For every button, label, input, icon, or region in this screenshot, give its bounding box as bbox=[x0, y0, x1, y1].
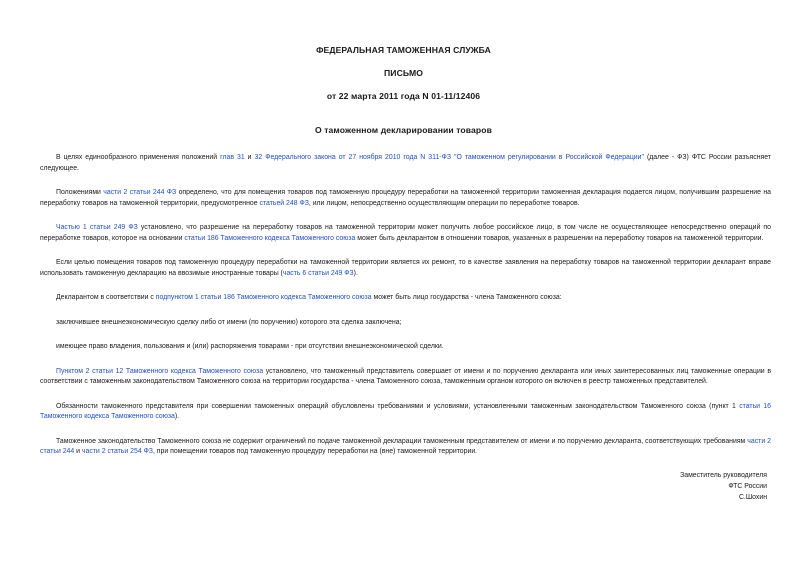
paragraph-text: , или лицом, непосредственно осуществляющим операции по переработке товаров. bbox=[308, 199, 580, 207]
link-part-2-article-244[interactable]: части 2 статьи 244 ФЗ bbox=[103, 189, 177, 196]
signer-position: Заместитель руководителя bbox=[680, 472, 767, 479]
paragraph-text: Обязанности таможенного представителя при совершении таможенных операций обусловлены требованиями и условиями, установленными таможенным законодательством Таможенного союза (пункт 1 bbox=[56, 402, 740, 410]
link-federal-law-311[interactable]: 32 Федерального закона от 27 ноября 2010 года N 311-ФЗ "О таможенном регулировании в Российской Федерации" bbox=[254, 154, 644, 161]
link-article-16-customs-code[interactable]: статьи 16 Таможенного кодекса Таможенного союза bbox=[40, 402, 771, 420]
paragraph-7 bbox=[40, 342, 771, 353]
paragraph-text: В целях единообразного применения положений bbox=[56, 154, 221, 161]
document-subject: О таможенном декларировании товаров bbox=[314, 125, 493, 135]
paragraph-10 bbox=[40, 437, 771, 458]
link-article-186-customs-code[interactable]: статьи 186 Таможенного кодекса Таможенного союза bbox=[184, 234, 356, 242]
signer-organization: ФТС России bbox=[728, 483, 767, 490]
link-part-2-article-244[interactable]: части 2 статьи 244 bbox=[40, 437, 771, 455]
paragraph-text: Декларантом в соответствии с bbox=[56, 294, 156, 301]
link-article-248[interactable]: статьей 248 ФЗ bbox=[259, 199, 309, 207]
paragraph-text: ). bbox=[353, 269, 358, 277]
paragraph-4 bbox=[40, 258, 771, 279]
paragraph-text: может быть декларантом в отношении товаров, указанных в разрешении на переработку товаров на таможенной территории. bbox=[355, 234, 764, 242]
signer-name: С.Шохин bbox=[738, 494, 767, 501]
paragraph-3 bbox=[40, 223, 771, 244]
link-part-6-article-249[interactable]: часть 6 статьи 249 ФЗ bbox=[282, 269, 354, 277]
paragraph-text: установлено, что таможенный представитель совершает от имени и по поручению декларанта или иных заинтересованных лиц таможенные операции в соответствии с таможенным законодательством Таможенного союза на территории государства - члена Таможенного союза, таможенным органом которого он включен в реестр таможенных представителей. bbox=[40, 367, 771, 385]
paragraph-8 bbox=[40, 367, 771, 388]
link-subclause-1-article-186[interactable]: подпунктом 1 статьи 186 Таможенного кодекса Таможенного союза bbox=[155, 294, 372, 301]
link-chapter-31[interactable]: глав 31 bbox=[220, 154, 245, 161]
paragraph-text: и bbox=[244, 154, 255, 161]
paragraph-text: (далее - ФЗ) ФТС России разъясняет следующее. bbox=[40, 154, 771, 172]
document-date-number: от 22 марта 2011 года N 01-11/12406 bbox=[326, 91, 481, 101]
paragraph-9 bbox=[40, 402, 771, 423]
paragraph-2 bbox=[40, 188, 771, 209]
paragraph-text: Положениями bbox=[56, 189, 104, 196]
link-part-2-article-254[interactable]: части 2 статьи 254 ФЗ bbox=[81, 448, 153, 455]
paragraph-text: и bbox=[74, 448, 82, 455]
paragraph-text: имеющее право владения, пользования и (или) распоряжения товарами - при отсутствии внешнеэкономической сделки. bbox=[56, 343, 444, 350]
paragraph-text: определено, что для помещения товаров под таможенную процедуру переработки на таможенной территории таможенная декларация подается лицом, получившим разрешение на переработку товаров на таможенной территории, предусмотренное bbox=[40, 189, 771, 207]
paragraph-1 bbox=[40, 153, 771, 174]
paragraph-text: ). bbox=[174, 413, 180, 420]
document-type: ПИСЬМО bbox=[384, 68, 423, 78]
paragraph-5 bbox=[40, 293, 771, 304]
paragraph-text: может быть лицо государства - члена Таможенного союза: bbox=[371, 294, 562, 301]
link-clause-2-article-12[interactable]: Пунктом 2 статьи 12 Таможенного кодекса Таможенного союза bbox=[56, 367, 264, 375]
agency-title: ФЕДЕРАЛЬНАЯ ТАМОЖЕННАЯ СЛУЖБА bbox=[316, 45, 491, 55]
paragraph-6 bbox=[40, 318, 771, 329]
signature-block bbox=[680, 470, 767, 503]
paragraph-text: , при помещении товаров под таможенную процедуру переработки на (вне) таможенной территории. bbox=[152, 448, 478, 455]
document-body bbox=[40, 153, 771, 472]
link-part-1-article-249[interactable]: Частью 1 статьи 249 ФЗ bbox=[56, 224, 138, 231]
paragraph-text: заключившее внешнеэкономическую сделку либо от имени (по поручению) которого эта сделка заключена; bbox=[56, 318, 402, 326]
paragraph-text: Если целью помещения товаров под таможенную процедуру переработки на таможенной территории является их ремонт, то в качестве заявления на переработку товаров на таможенной территории декларант вправе использовать таможенную декларацию на ввозимые иностранные товары ( bbox=[40, 259, 771, 277]
paragraph-text: Таможенное законодательство Таможенного союза не содержит ограничений по подаче таможенной декларации таможенным представителем от имени и по поручению декларанта, соответствующих требованиям bbox=[56, 437, 748, 445]
paragraph-text: установлено, что разрешение на переработку товаров на таможенной территории может получить любое российское лицо, в том числе не осуществляющее непосредственно операций по переработке товаров, которое на основании bbox=[40, 224, 771, 242]
